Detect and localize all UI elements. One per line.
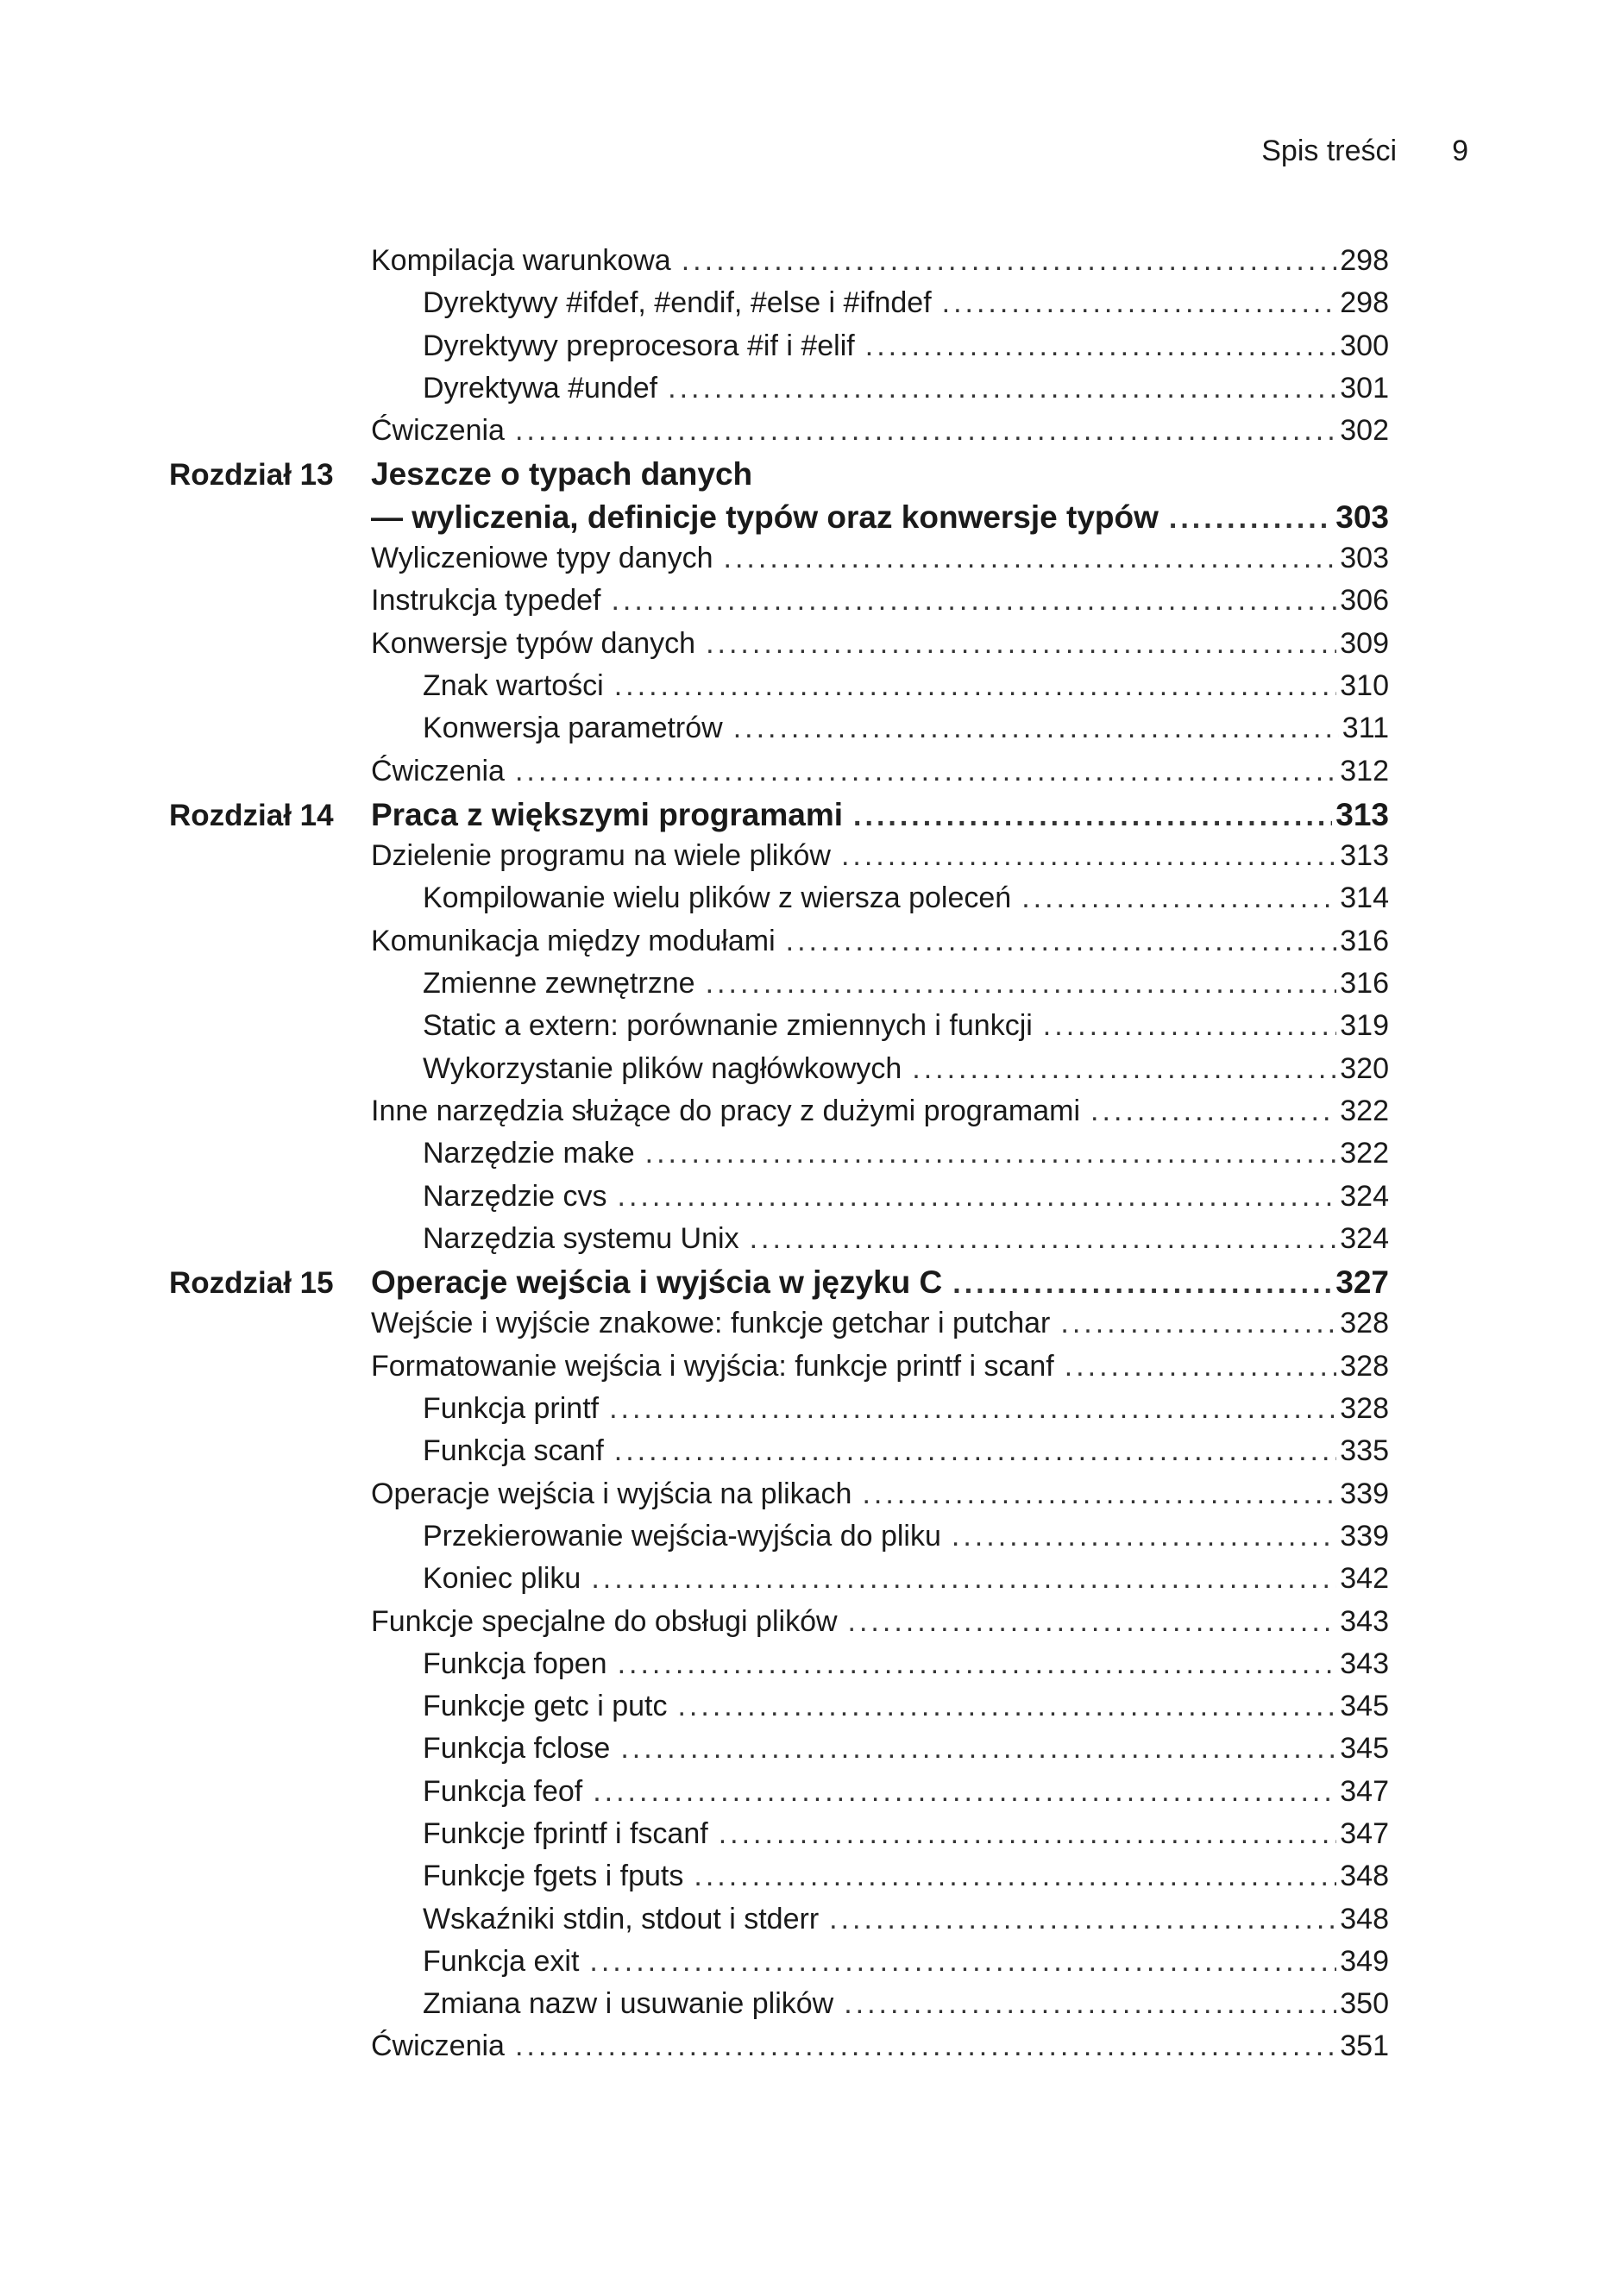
dot-leader xyxy=(706,627,1336,661)
page-number: 9 xyxy=(1452,135,1468,167)
entry-title: Narzędzia systemu Unix xyxy=(423,1221,739,1255)
dot-leader xyxy=(611,584,1336,618)
entry-title: Wyliczeniowe typy danych xyxy=(371,542,713,575)
entry-body xyxy=(371,1732,1389,1766)
entry-page-number: 349 xyxy=(1340,1944,1389,1978)
dot-leader xyxy=(841,839,1336,873)
entry-body xyxy=(371,881,1389,915)
dot-leader xyxy=(1060,1307,1336,1340)
toc-entry xyxy=(169,1222,1389,1264)
chapter-label: Rozdział 14 xyxy=(169,798,334,832)
entry-body xyxy=(371,839,1389,873)
entry-body xyxy=(371,1392,1389,1426)
entry-body xyxy=(371,1860,1389,1893)
toc-entry xyxy=(169,627,1389,669)
entry-title: Funkcja printf xyxy=(423,1392,600,1426)
dot-leader xyxy=(694,1860,1336,1893)
entry-title: Funkcja feof xyxy=(423,1774,583,1808)
entry-body xyxy=(371,755,1389,788)
entry-page-number: 320 xyxy=(1340,1051,1389,1085)
entry-body xyxy=(371,1095,1389,1128)
entry-body xyxy=(371,1903,1389,1936)
dot-leader xyxy=(645,1137,1337,1170)
toc-entry xyxy=(169,1562,1389,1604)
toc-entry xyxy=(169,1903,1389,1945)
entry-title: Operacje wejścia i wyjścia w języku C xyxy=(371,1264,943,1301)
entry-title: Kompilowanie wielu plików z wiersza poleceń xyxy=(423,881,1012,915)
toc-entry xyxy=(169,244,1389,286)
dot-leader xyxy=(515,414,1336,448)
entry-title: Dzielenie programu na wiele plików xyxy=(371,839,831,873)
entry-page-number: 312 xyxy=(1340,754,1389,787)
toc-entry xyxy=(169,1009,1389,1051)
toc-entry xyxy=(169,1137,1389,1179)
entry-title: Instrukcja typedef xyxy=(371,584,601,618)
entry-body xyxy=(371,1690,1389,1723)
toc-entry xyxy=(169,1605,1389,1647)
entry-page-number: 310 xyxy=(1340,668,1389,702)
dot-leader xyxy=(618,1180,1337,1214)
entry-page-number: 300 xyxy=(1340,329,1389,362)
toc-entry xyxy=(169,1307,1389,1349)
table-of-contents xyxy=(169,244,1389,2073)
entry-page-number: 324 xyxy=(1340,1221,1389,1255)
entry-body xyxy=(371,1945,1389,1979)
entry-title: Funkcja fclose xyxy=(423,1732,611,1766)
dot-leader xyxy=(952,1267,1332,1301)
entry-title: Narzędzie make xyxy=(423,1137,635,1170)
entry-body xyxy=(371,1222,1389,1256)
dot-leader xyxy=(620,1732,1336,1766)
entry-title: Dyrektywy preprocesora #if i #elif xyxy=(423,329,855,362)
entry-body xyxy=(371,1987,1389,2021)
entry-title: Funkcja scanf xyxy=(423,1434,604,1468)
entry-title: — wyliczenia, definicje typów oraz konwersje typów xyxy=(371,499,1159,535)
entry-title: Znak wartości xyxy=(423,668,604,702)
entry-body xyxy=(371,1350,1389,1383)
dot-leader xyxy=(719,1817,1337,1851)
entry-body xyxy=(371,712,1389,745)
entry-page-number: 345 xyxy=(1340,1690,1389,1723)
entry-body xyxy=(371,627,1389,661)
entry-title: Dyrektywy #ifdef, #endif, #else i #ifndef xyxy=(423,286,932,320)
dot-leader xyxy=(844,1987,1336,2021)
entry-page-number: 316 xyxy=(1340,924,1389,957)
entry-body xyxy=(371,244,1389,278)
entry-title: Praca z większymi programami xyxy=(371,796,844,832)
toc-entry xyxy=(169,1732,1389,1774)
chapter-label: Rozdział 15 xyxy=(169,1266,334,1301)
dot-leader xyxy=(750,1222,1337,1256)
entry-body xyxy=(371,797,1389,833)
dot-leader xyxy=(614,1434,1337,1468)
chapter-entry xyxy=(169,1264,1389,1307)
entry-body xyxy=(371,286,1389,320)
toc-entry xyxy=(169,1180,1389,1222)
toc-entry xyxy=(169,1095,1389,1137)
entry-title: Funkcje fprintf i fscanf xyxy=(423,1816,708,1850)
dot-leader xyxy=(865,329,1337,363)
entry-body xyxy=(371,1264,1389,1301)
entry-body xyxy=(371,1180,1389,1214)
entry-body xyxy=(371,372,1389,405)
toc-entry xyxy=(169,1477,1389,1520)
entry-page-number: 339 xyxy=(1340,1477,1389,1510)
toc-entry xyxy=(169,372,1389,414)
chapter-label: Rozdział 13 xyxy=(169,458,334,492)
entry-body xyxy=(371,1775,1389,1809)
entry-body xyxy=(371,1605,1389,1639)
entry-body xyxy=(371,414,1389,448)
dot-leader xyxy=(609,1392,1336,1426)
toc-entry xyxy=(169,1987,1389,2029)
dot-leader xyxy=(593,1775,1336,1809)
entry-title: Narzędzie cvs xyxy=(423,1179,607,1213)
dot-leader xyxy=(706,967,1337,1001)
entry-page-number: 324 xyxy=(1340,1179,1389,1213)
entry-page-number: 348 xyxy=(1340,1860,1389,1893)
chapter-entry xyxy=(169,456,1389,499)
toc-entry xyxy=(169,669,1389,712)
entry-body xyxy=(371,669,1389,703)
toc-entry xyxy=(169,1392,1389,1434)
toc-entry xyxy=(169,967,1389,1009)
entry-title: Konwersje typów danych xyxy=(371,626,696,660)
dot-leader xyxy=(682,244,1337,278)
entry-title: Zmiana nazw i usuwanie plików xyxy=(423,1987,834,2021)
entry-body xyxy=(371,925,1389,958)
entry-body xyxy=(371,967,1389,1001)
entry-page-number: 345 xyxy=(1340,1732,1389,1766)
toc-entry xyxy=(169,881,1389,924)
entry-body xyxy=(371,1434,1389,1468)
dot-leader xyxy=(786,925,1337,958)
entry-page-number: 343 xyxy=(1340,1604,1389,1638)
entry-title: Ćwiczenia xyxy=(371,414,505,448)
dot-leader xyxy=(618,1647,1337,1681)
toc-entry xyxy=(169,839,1389,881)
entry-page-number: 313 xyxy=(1340,839,1389,873)
entry-title: Operacje wejścia i wyjścia na plikach xyxy=(371,1477,852,1510)
entry-page-number: 298 xyxy=(1340,244,1389,277)
entry-title: Static a extern: porównanie zmiennych i funkcji xyxy=(423,1009,1033,1043)
entry-page-number: 328 xyxy=(1340,1349,1389,1383)
entry-page-number: 351 xyxy=(1340,2029,1389,2063)
entry-title: Jeszcze o typach danych xyxy=(371,456,753,492)
entry-title: Ćwiczenia xyxy=(371,2029,505,2063)
dot-leader xyxy=(1090,1095,1336,1128)
entry-body xyxy=(371,542,1389,575)
entry-title: Ćwiczenia xyxy=(371,754,505,787)
entry-title: Wykorzystanie plików nagłówkowych xyxy=(423,1051,902,1085)
entry-body xyxy=(371,329,1389,363)
toc-entry xyxy=(169,755,1389,797)
toc-entry xyxy=(169,712,1389,754)
dot-leader xyxy=(589,1945,1336,1979)
entry-body xyxy=(371,1009,1389,1043)
toc-entry xyxy=(169,329,1389,372)
toc-entry xyxy=(169,1775,1389,1817)
entry-page-number: 316 xyxy=(1340,967,1389,1001)
entry-title: Funkcje fgets i fputs xyxy=(423,1860,684,1893)
toc-entry xyxy=(169,1350,1389,1392)
toc-entry xyxy=(169,925,1389,967)
dot-leader xyxy=(853,800,1332,833)
entry-title: Komunikacja między modułami xyxy=(371,924,776,957)
toc-entry xyxy=(169,1052,1389,1095)
toc-entry xyxy=(169,1817,1389,1860)
entry-page-number: 327 xyxy=(1335,1264,1389,1301)
dot-leader xyxy=(515,755,1336,788)
dot-leader xyxy=(614,669,1337,703)
entry-page-number: 303 xyxy=(1335,499,1389,535)
entry-body xyxy=(371,1817,1389,1851)
dot-leader xyxy=(677,1690,1336,1723)
entry-page-number: 322 xyxy=(1340,1094,1389,1127)
entry-body xyxy=(371,1520,1389,1553)
entry-title: Formatowanie wejścia i wyjścia: funkcje printf i scanf xyxy=(371,1349,1054,1383)
entry-body xyxy=(371,1477,1389,1511)
dot-leader xyxy=(1021,881,1336,915)
dot-leader xyxy=(862,1477,1336,1511)
entry-body xyxy=(371,1562,1389,1596)
entry-page-number: 298 xyxy=(1340,286,1389,320)
dot-leader xyxy=(1169,502,1332,536)
running-header xyxy=(1261,135,1468,168)
toc-entry xyxy=(169,1520,1389,1562)
dot-leader xyxy=(724,542,1337,575)
entry-title: Koniec pliku xyxy=(423,1562,581,1596)
entry-title: Zmienne zewnętrzne xyxy=(423,967,695,1001)
entry-title: Kompilacja warunkowa xyxy=(371,244,671,277)
chapter-entry xyxy=(169,499,1389,542)
entry-title: Funkcje getc i putc xyxy=(423,1690,668,1723)
entry-page-number: 328 xyxy=(1340,1307,1389,1340)
dot-leader xyxy=(668,372,1336,405)
toc-entry xyxy=(169,414,1389,456)
entry-title: Inne narzędzia służące do pracy z dużymi programami xyxy=(371,1094,1081,1127)
entry-page-number: 342 xyxy=(1340,1562,1389,1596)
entry-title: Funkcja fopen xyxy=(423,1647,607,1680)
entry-page-number: 314 xyxy=(1340,881,1389,915)
entry-body xyxy=(371,1647,1389,1681)
toc-entry xyxy=(169,286,1389,329)
entry-page-number: 319 xyxy=(1340,1009,1389,1043)
entry-page-number: 350 xyxy=(1340,1987,1389,2021)
entry-title: Funkcje specjalne do obsługi plików xyxy=(371,1604,838,1638)
entry-page-number: 311 xyxy=(1342,712,1389,745)
entry-page-number: 306 xyxy=(1340,584,1389,618)
toc-entry xyxy=(169,1860,1389,1902)
toc-entry xyxy=(169,1945,1389,1987)
entry-title: Dyrektywa #undef xyxy=(423,371,658,405)
entry-page-number: 343 xyxy=(1340,1647,1389,1680)
dot-leader xyxy=(829,1903,1336,1936)
entry-title: Konwersja parametrów xyxy=(423,712,723,745)
entry-page-number: 348 xyxy=(1340,1902,1389,1935)
entry-body xyxy=(371,456,1389,492)
toc-entry xyxy=(169,1690,1389,1732)
entry-body xyxy=(371,499,1389,536)
entry-page-number: 322 xyxy=(1340,1137,1389,1170)
entry-body xyxy=(371,1052,1389,1086)
entry-page-number: 301 xyxy=(1340,371,1389,405)
entry-body xyxy=(371,1137,1389,1170)
entry-body xyxy=(371,2029,1389,2063)
dot-leader xyxy=(848,1605,1337,1639)
entry-title: Wejście i wyjście znakowe: funkcje getchar i putchar xyxy=(371,1307,1051,1340)
entry-title: Funkcja exit xyxy=(423,1944,580,1978)
entry-page-number: 347 xyxy=(1340,1816,1389,1850)
dot-leader xyxy=(952,1520,1336,1553)
entry-page-number: 302 xyxy=(1340,414,1389,448)
entry-page-number: 303 xyxy=(1340,542,1389,575)
toc-entry xyxy=(169,2029,1389,2072)
toc-entry xyxy=(169,542,1389,584)
entry-title: Przekierowanie wejścia-wyjścia do pliku xyxy=(423,1519,941,1553)
toc-entry xyxy=(169,1647,1389,1690)
dot-leader xyxy=(515,2029,1336,2063)
dot-leader xyxy=(1043,1009,1336,1043)
dot-leader xyxy=(733,712,1339,745)
dot-leader xyxy=(912,1052,1336,1086)
entry-page-number: 313 xyxy=(1335,796,1389,832)
entry-page-number: 347 xyxy=(1340,1774,1389,1808)
toc-entry xyxy=(169,584,1389,626)
dot-leader xyxy=(1065,1350,1337,1383)
dot-leader xyxy=(591,1562,1336,1596)
entry-page-number: 335 xyxy=(1340,1434,1389,1468)
dot-leader xyxy=(942,286,1337,320)
chapter-entry xyxy=(169,797,1389,839)
entry-title: Wskaźniki stdin, stdout i stderr xyxy=(423,1902,820,1935)
entry-body xyxy=(371,1307,1389,1340)
entry-page-number: 309 xyxy=(1340,626,1389,660)
header-title: Spis treści xyxy=(1261,135,1398,167)
entry-page-number: 328 xyxy=(1340,1392,1389,1426)
toc-entry xyxy=(169,1434,1389,1477)
entry-page-number: 339 xyxy=(1340,1519,1389,1553)
entry-body xyxy=(371,584,1389,618)
